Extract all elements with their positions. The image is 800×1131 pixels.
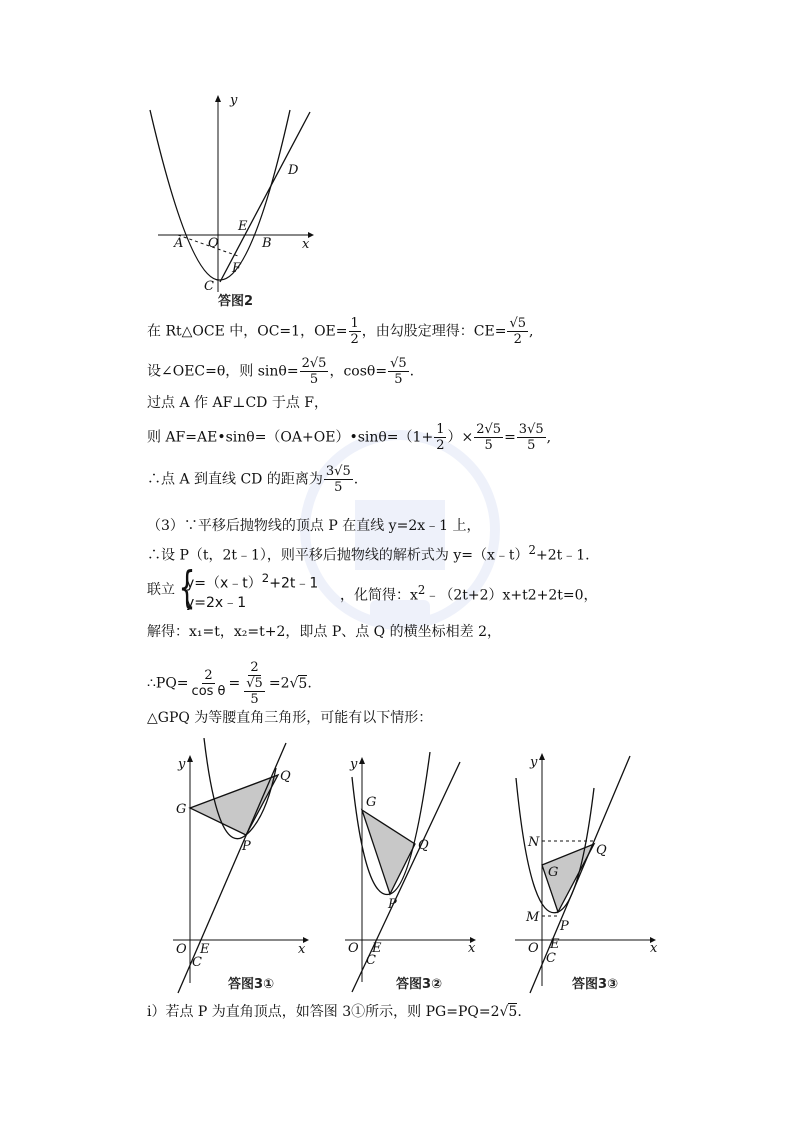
l10-f2-den: 5 <box>250 692 259 707</box>
fig33-label-P: P <box>560 919 569 934</box>
l5-rad: 5 <box>342 464 351 479</box>
l10-f1-num: 2 <box>204 668 213 683</box>
figure-3-2 <box>340 752 490 998</box>
l10-rad: 5 <box>298 675 308 692</box>
l2-text-a: 设∠OEC=θ，则 sinθ= <box>147 363 299 380</box>
fig31-label-C: C <box>192 955 202 970</box>
l2-text-b: ，cosθ= <box>329 363 388 380</box>
fig33-label-G: G <box>548 865 559 880</box>
text-line-5 <box>147 464 358 495</box>
text-line-1 <box>147 316 533 347</box>
l1-frac-den: 2 <box>350 332 359 347</box>
l5-text-a: ∴点 A 到直线 CD 的距离为 <box>147 471 323 488</box>
fig31-label-G: G <box>176 802 187 817</box>
l5-coef: 3 <box>325 464 335 479</box>
fig2-label-x: x <box>302 237 310 252</box>
l8-brace: { <box>178 562 196 613</box>
fig2-label-F: F <box>232 261 242 276</box>
l8-simplify <box>340 580 598 606</box>
l8-equation-2: y=2x﹣1 <box>186 595 247 611</box>
l1-fraction-half <box>349 316 361 347</box>
fig33-label-N: N <box>528 835 540 850</box>
l4-text-c: , <box>546 429 552 446</box>
l5-den: 5 <box>334 480 343 495</box>
fig32-label-x: x <box>468 941 476 956</box>
text-line-3: 过点 A 作 AF⊥CD 于点 F， <box>147 395 329 411</box>
fig32-label-E: E <box>372 941 382 956</box>
fig33-label-E: E <box>550 937 560 952</box>
fig2-label-B: B <box>262 236 272 251</box>
fig33-caption: 答图3③ <box>572 977 619 992</box>
figure-3-1 <box>168 738 318 998</box>
fig31-label-P: P <box>242 839 251 854</box>
l4-text-a: 则 AF=AE•sinθ=（OA+OE）•sinθ=（1+ <box>147 429 434 446</box>
text-line-6: （3）∵平移后抛物线的顶点 P 在直线 y=2x﹣1 上， <box>147 518 481 534</box>
fig2-label-E: E <box>238 219 248 234</box>
l4-res-den: 5 <box>527 438 536 453</box>
fig33-label-M: M <box>526 910 540 925</box>
fig32-label-y: y <box>350 757 358 772</box>
l4-frac-den: 2 <box>436 438 445 453</box>
l8-sup: 2 <box>417 583 426 597</box>
fig2-label-A: A <box>174 236 184 251</box>
l8-c: ﹣（2t+2）x+t2+2t=0， <box>425 587 598 604</box>
l7-sup: 2 <box>528 543 536 557</box>
figure-3-3 <box>510 748 665 998</box>
fig32-label-Q: Q <box>418 838 429 853</box>
l10-f1-den: cos θ <box>191 684 226 699</box>
l2-sin-coef: 2 <box>301 356 310 371</box>
l10-f2-rad: 5 <box>254 676 263 691</box>
l12-text-a: i）若点 P 为直角顶点，如答图 3①所示，则 PG=PQ= <box>147 1004 491 1020</box>
l2-sin-den: 5 <box>309 372 319 387</box>
l8-b: ，化简得：x <box>340 587 418 604</box>
fig31-label-Q: Q <box>280 769 291 784</box>
fig31-label-E: E <box>200 942 210 957</box>
fig33-label-C: C <box>546 951 556 966</box>
l4-sin-den: 5 <box>484 438 493 453</box>
l7-text-b: +2t﹣1. <box>535 547 590 564</box>
fig2-label-O: O <box>208 236 219 251</box>
l4-text-b: ）× <box>447 429 474 446</box>
l4-res-rad: 5 <box>535 422 544 437</box>
l8-eq1-a: y=（x﹣t） <box>186 575 262 592</box>
fig31-label-y: y <box>178 757 186 772</box>
fig2-label-C: C <box>204 279 214 294</box>
l5-text-c: . <box>353 471 359 488</box>
l4-sin-rad: 5 <box>492 422 502 437</box>
l12-rad: 5 <box>508 1004 518 1020</box>
l4-eq: = <box>504 429 516 446</box>
l1-text-b: ，由勾股定理得：CE= <box>361 323 507 340</box>
l1-frac-num: 1 <box>350 316 359 331</box>
fig32-caption: 答图3② <box>396 977 443 992</box>
l8-eq1-sup: 2 <box>261 571 270 585</box>
l10-b: = <box>268 675 281 692</box>
fig33-label-y: y <box>530 755 538 770</box>
text-line-7 <box>147 540 590 566</box>
l10-f2-num: 2 <box>250 660 259 675</box>
fig31-label-x: x <box>298 942 306 957</box>
l2-cos-den: 5 <box>394 372 403 387</box>
l2-sin-fraction: $\frac{2√5}{5}$ <box>301 356 327 387</box>
l10-c: . <box>307 675 312 692</box>
l10-fraction-1 <box>190 668 228 699</box>
l2-text-c: . <box>409 363 415 380</box>
l4-frac-num: 1 <box>436 422 445 437</box>
l8-lead: 联立 <box>147 582 175 598</box>
l10-eq: = <box>228 675 241 692</box>
l4-fraction-half <box>434 422 446 453</box>
l7-text-a: ∴设 P（t，2t﹣1），则平移后抛物线的解析式为 y=（x﹣t） <box>147 547 529 564</box>
text-line-4 <box>147 422 551 453</box>
fig33-label-O: O <box>528 941 539 956</box>
l4-result-fraction: $\frac{3√5}{5}$ <box>518 422 544 453</box>
l1-root-rad: 5 <box>517 316 527 331</box>
text-line-2 <box>147 356 414 387</box>
figure-2 <box>140 92 320 312</box>
fig32-label-P: P <box>388 897 397 912</box>
l8-eq1-b: +2t﹣1 <box>269 575 319 592</box>
fig33-label-x: x <box>650 941 658 956</box>
l12-c: . <box>517 1004 522 1020</box>
l1-text-a: 在 Rt△OCE 中，OC=1，OE= <box>147 323 348 340</box>
text-line-10: ∴PQ= $\frac{2}{\text{cos θ}}$ = $\frac{2}{\frac{√5}{5}}$ =2√5. <box>147 660 312 707</box>
fig31-caption: 答图3① <box>228 977 275 992</box>
text-line-9: 解得：x₁=t，x₂=t+2，即点 P、点 Q 的横坐标相差 2， <box>147 624 501 640</box>
fig32-label-G: G <box>366 795 377 810</box>
l12-coef: 2 <box>490 1004 500 1020</box>
l4-res-coef: 3 <box>518 422 528 437</box>
fig2-label-D: D <box>288 163 299 178</box>
l1-root-den: 2 <box>513 332 522 347</box>
l4-sin-coef: 2 <box>476 422 485 437</box>
l1-text-c: , <box>529 323 534 340</box>
fig32-label-O: O <box>348 941 359 956</box>
l5-fraction: $\frac{3√5}{5}$ <box>325 464 351 495</box>
l4-sin-fraction: $\frac{2√5}{5}$ <box>476 422 502 453</box>
text-line-12: i）若点 P 为直角顶点，如答图 3①所示，则 PG=PQ=2√5. <box>147 1004 522 1020</box>
l1-fraction-root: $\frac{√5}{2}$ <box>509 316 527 347</box>
l10-text-a: ∴PQ= <box>147 675 189 692</box>
l10-fraction-2: $\frac{2}{\frac{√5}{5}}$ <box>246 660 263 707</box>
l8-equation-1 <box>186 568 318 594</box>
text-line-11: △GPQ 为等腰直角三角形，可能有以下情形： <box>147 710 433 726</box>
fig2-caption: 答图2 <box>218 294 254 309</box>
l2-sin-rad: 5 <box>318 356 327 371</box>
l2-cos-rad: 5 <box>398 356 407 371</box>
fig2-label-y: y <box>230 93 238 108</box>
l2-cos-fraction: $\frac{√5}{5}$ <box>390 356 407 387</box>
fig32-label-C: C <box>366 953 376 968</box>
fig33-label-Q: Q <box>596 843 607 858</box>
fig31-label-O: O <box>176 942 187 957</box>
l10-coef: 2 <box>280 675 290 692</box>
